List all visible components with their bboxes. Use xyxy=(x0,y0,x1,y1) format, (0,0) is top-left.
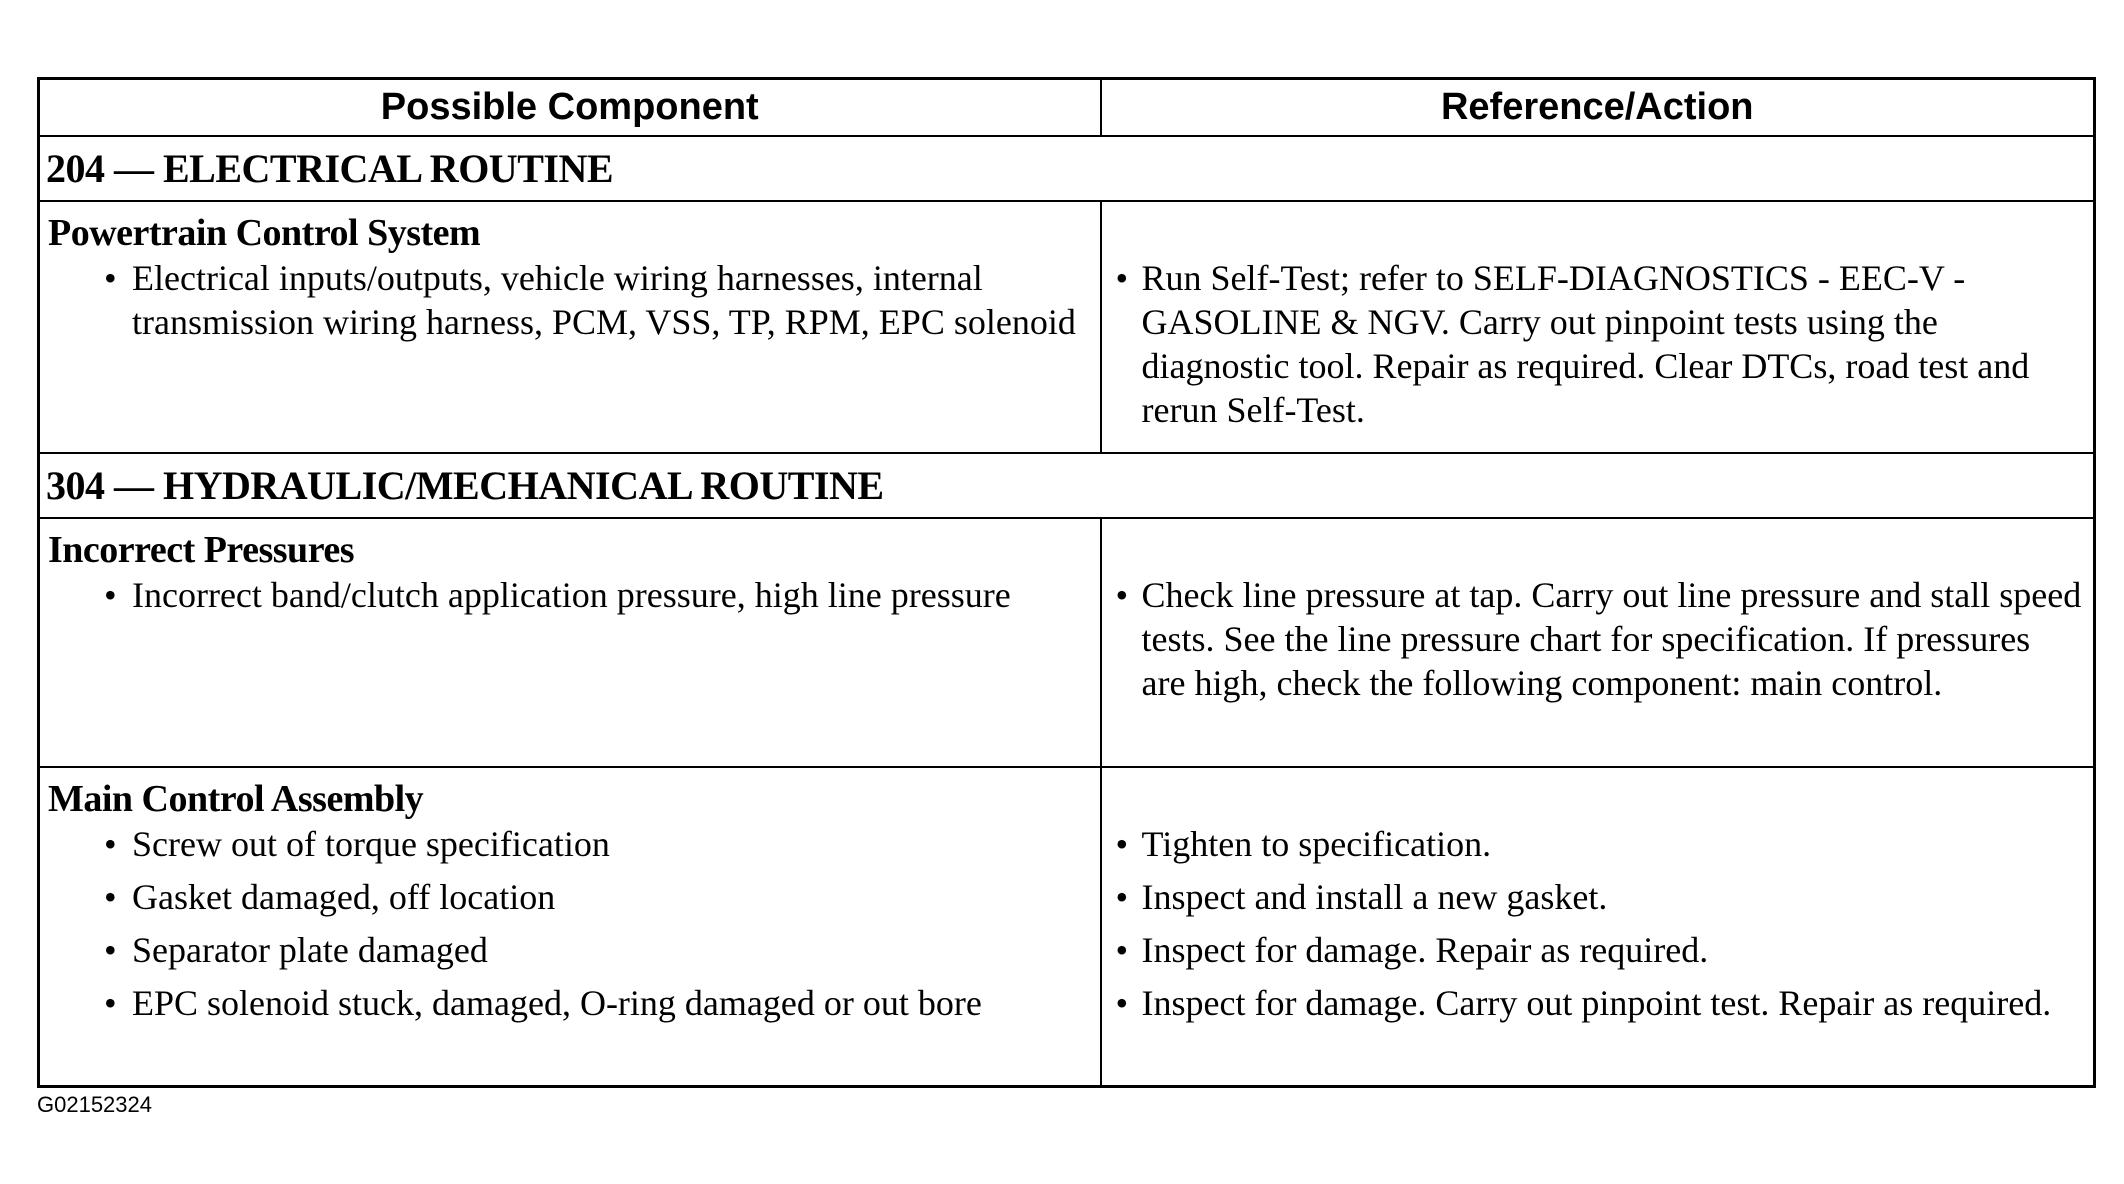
table-row xyxy=(39,201,2095,453)
component-cell xyxy=(39,518,1101,767)
action-cell xyxy=(1101,767,2095,1087)
group-title-incorrect-pressures: Incorrect Pressures xyxy=(48,529,355,571)
component-list xyxy=(40,822,1100,1025)
list-item: • EPC solenoid stuck, damaged, O-ring damaged or out bore xyxy=(40,981,1100,1025)
list-item: • Inspect and install a new gasket. xyxy=(1102,875,2094,919)
table-row xyxy=(39,518,2095,767)
diagnostic-table xyxy=(37,77,2096,1088)
section-row xyxy=(39,453,2095,518)
header-reference-action: Reference/Action xyxy=(1101,79,2095,137)
component-cell xyxy=(39,767,1101,1087)
group-title-powertrain: Powertrain Control System xyxy=(48,212,481,254)
action-cell xyxy=(1101,518,2095,767)
list-item: • Check line pressure at tap. Carry out line pressure and stall speed tests. See the line pressure chart for specification. If pressures are high, check the following component: main control. xyxy=(1102,573,2094,705)
action-list xyxy=(1102,822,2094,1025)
list-item: • Gasket damaged, off location xyxy=(40,875,1100,919)
section-row xyxy=(39,136,2095,201)
action-list xyxy=(1102,256,2094,432)
list-item: • Inspect for damage. Repair as required. xyxy=(1102,928,2094,972)
list-item: • Inspect for damage. Carry out pinpoint test. Repair as required. xyxy=(1102,981,2094,1025)
action-cell xyxy=(1101,201,2095,453)
component-cell xyxy=(39,201,1101,453)
component-list xyxy=(40,573,1100,617)
list-item: • Screw out of torque specification xyxy=(40,822,1100,866)
table-row xyxy=(39,767,2095,1087)
list-item: • Run Self-Test; refer to SELF-DIAGNOSTICS - EEC-V - GASOLINE & NGV. Carry out pinpoint tests using the diagnostic tool. Repair as required. Clear DTCs, road test and rerun Self-Test. xyxy=(1102,256,2094,432)
section-title-electrical: 204 — ELECTRICAL ROUTINE xyxy=(39,136,2095,201)
action-list xyxy=(1102,573,2094,705)
component-list xyxy=(40,256,1100,344)
header-possible-component: Possible Component xyxy=(39,79,1101,137)
list-item: • Electrical inputs/outputs, vehicle wiring harnesses, internal transmission wiring harness, PCM, VSS, TP, RPM, EPC solenoid xyxy=(40,256,1100,344)
list-item: • Separator plate damaged xyxy=(40,928,1100,972)
group-title-main-control: Main Control Assembly xyxy=(48,778,424,820)
section-title-hydraulic: 304 — HYDRAULIC/MECHANICAL ROUTINE xyxy=(39,453,2095,518)
list-item: • Incorrect band/clutch application pressure, high line pressure xyxy=(40,573,1100,617)
list-item: • Tighten to specification. xyxy=(1102,822,2094,866)
figure-code: G02152324 xyxy=(37,1092,152,1117)
header-row xyxy=(39,79,2095,137)
